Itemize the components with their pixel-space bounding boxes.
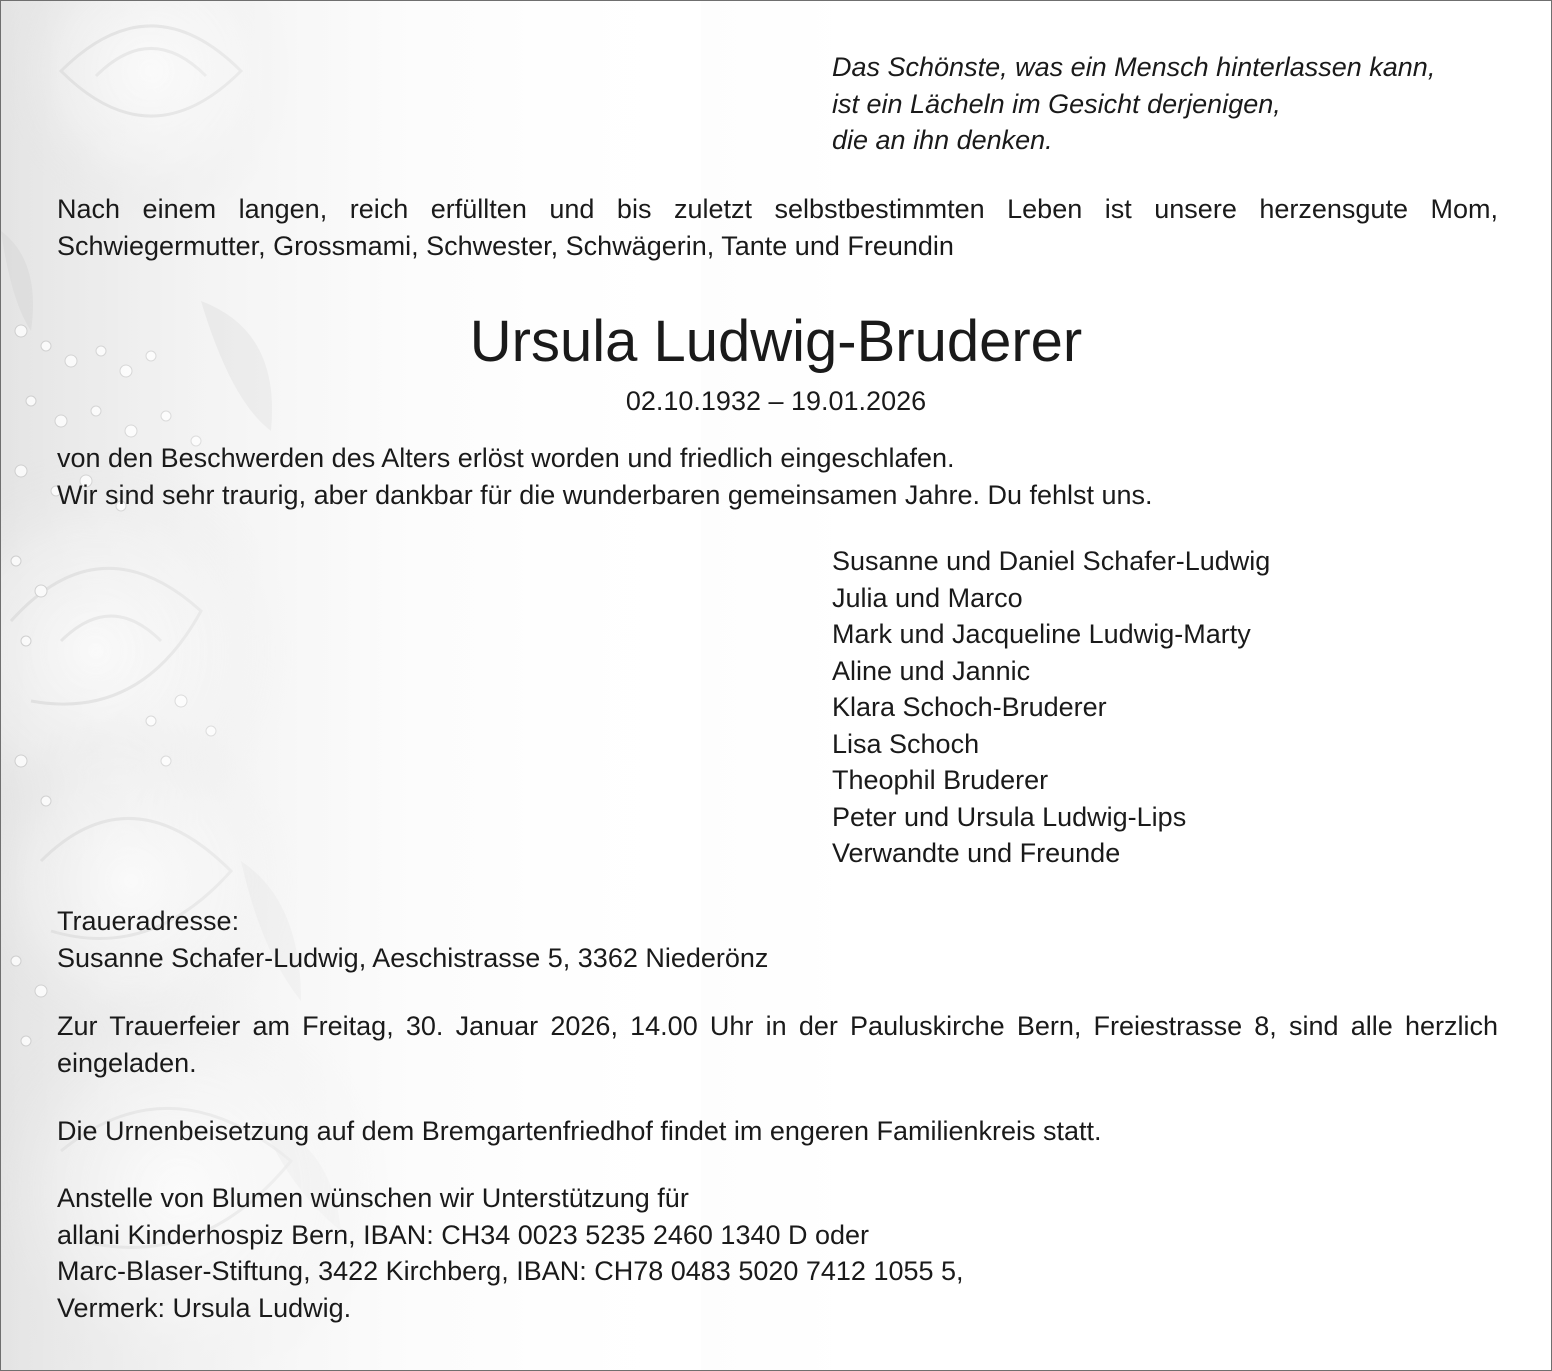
burial-paragraph: Die Urnenbeisetzung auf dem Bremgartenfriedhof findet im engeren Familienkreis statt.: [57, 1116, 1102, 1146]
address-label: Traueradresse:: [57, 906, 240, 936]
mourner-name: Aline und Jannic: [832, 655, 1031, 686]
mourner-name: Klara Schoch-Bruderer: [832, 692, 1107, 722]
mourner-name: Peter und Ursula Ludwig-Lips: [832, 801, 1187, 832]
mourner-name: Julia und Marco: [832, 582, 1023, 613]
donation-line: Vermerk: Ursula Ludwig.: [57, 1292, 352, 1323]
mourner-name: Theophil Bruderer: [832, 765, 1049, 795]
quote-line: Das Schönste, was ein Mensch hinterlassen kann,: [832, 52, 1436, 82]
donation-line: allani Kinderhospiz Bern, IBAN: CH34 0023 5235 2460 1340 D oder: [57, 1219, 870, 1250]
mourner-name: Mark und Jacqueline Ludwig-Marty: [832, 619, 1251, 649]
ceremony-paragraph: Zur Trauerfeier am Freitag, 30. Januar 2026, 14.00 Uhr in der Pauluskirche Bern, Freiestrasse 8, sind alle herzlich eingeladen.: [57, 1011, 1498, 1078]
message-line: von den Beschwerden des Alters erlöst worden und friedlich eingeschlafen.: [57, 443, 955, 473]
mourners-list: [832, 543, 1270, 872]
address-value: Susanne Schafer-Ludwig, Aeschistrasse 5, 3362 Niederönz: [57, 942, 769, 973]
donations-paragraph: [57, 1180, 964, 1326]
donation-line: Marc-Blaser-Stiftung, 3422 Kirchberg, IBAN: CH78 0483 5020 7412 1055 5,: [57, 1256, 964, 1286]
deceased-name: Ursula Ludwig-Bruderer: [469, 309, 1083, 374]
mourning-address: [57, 903, 768, 976]
life-dates: 02.10.1932 – 19.01.2026: [625, 386, 927, 416]
mourner-name: Susanne und Daniel Schafer-Ludwig: [832, 546, 1271, 576]
quote-line: ist ein Lächeln im Gesicht derjenigen,: [832, 88, 1281, 119]
quote-line: die an ihn denken.: [832, 125, 1053, 155]
farewell-message: [57, 440, 1153, 513]
intro-paragraph: Nach einem langen, reich erfüllten und bis zuletzt selbstbestimmten Leben ist unsere herzensgute Mom, Schwiegermutter, Grossmami, Schwester, Schwägerin, Tante und Freundin: [57, 194, 1498, 261]
memorial-quote: [832, 49, 1435, 159]
mourner-name: Lisa Schoch: [832, 728, 980, 759]
mourner-name: Verwandte und Freunde: [832, 838, 1121, 868]
donation-line: Anstelle von Blumen wünschen wir Unterstützung für: [57, 1183, 689, 1213]
message-line: Wir sind sehr traurig, aber dankbar für die wunderbaren gemeinsamen Jahre. Du fehlst uns.: [57, 479, 1153, 510]
